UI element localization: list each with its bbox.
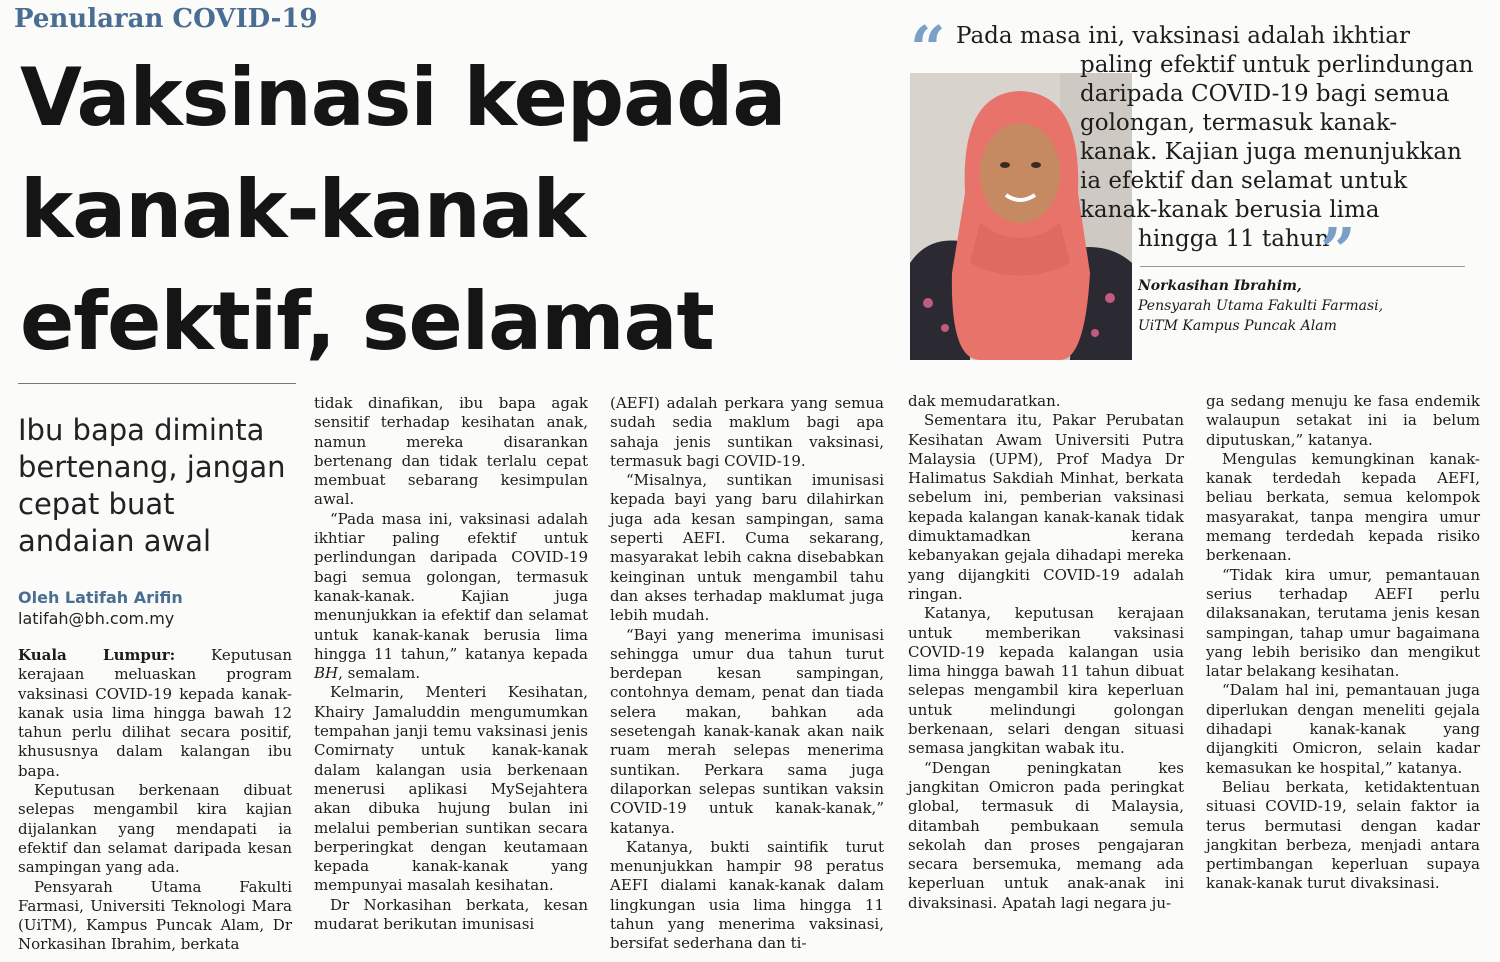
paragraph: Kelmarin, Menteri Kesihatan, Khairy Jamaluddin mengumumkan tempahan janji temu vaksinasi jenis Comirnaty untuk kanak-kanak dalam kalangan usia berkenaan menerusi aplikasi MySejahtera akan dibuka hujung bulan ini melalui pemberian suntikan secara berperingkat dengan keutamaan kepada kanak-kanak yang mempunyai masalah kesihatan. xyxy=(314,683,588,895)
quote-line: kanak. Kajian juga menunjukkan xyxy=(1080,139,1462,165)
subhead-line: Ibu bapa diminta xyxy=(18,413,265,447)
quote-line: daripada COVID-19 bagi semua xyxy=(1080,81,1450,107)
close-quote-icon: ” xyxy=(1320,214,1356,287)
paragraph: “Tidak kira umur, pemantauan serius terhadap AEFI perlu dilaksanakan, terutama jenis kesan sampingan, tahap umur bagaimana yang lebih berisiko dan mengikut latar belakang kesihatan. xyxy=(1206,565,1480,681)
quote-line: golongan, termasuk kanak- xyxy=(1080,110,1398,136)
paragraph: Katanya, bukti saintifik turut menunjukkan hampir 98 peratus AEFI dialami kanak-kanak dalam lingkungan usia lima hingga 11 tahun yang menerima vaksinasi, bersifat sederhana dan ti- xyxy=(610,837,884,953)
paragraph: Beliau berkata, ketidaktentuan situasi COVID-19, selain faktor ia terus bermutasi dengan kadar jangkitan berbeza, menjadi antara pertimbangan keperluan supaya kanak-kanak turut divaksinasi. xyxy=(1206,777,1480,893)
paragraph: Sementara itu, Pakar Perubatan Kesihatan Awam Universiti Putra Malaysia (UPM), Prof Madya Dr Halimatus Sakdiah Minhat, berkata sebelum ini, pemberian vaksinasi kepada kalangan kanak-kanak tidak dimuktamadkan kerana kebanyakan gejala dihadapi mereka yang dijangkiti COVID-19 adalah ringan. xyxy=(908,411,1184,603)
attribution-affiliation: UiTM Kampus Puncak Alam xyxy=(1138,318,1337,334)
paragraph: dak memudaratkan. xyxy=(908,392,1061,410)
headline-line-2: kanak-kanak xyxy=(20,163,585,256)
quote-line: paling efektif untuk perlindungan xyxy=(1080,52,1474,78)
article-column-5 xyxy=(1206,392,1480,894)
author-email[interactable]: latifah@bh.com.my xyxy=(18,609,175,628)
section-kicker: Penularan COVID-19 xyxy=(14,4,318,34)
subhead-line: cepat buat xyxy=(18,487,175,521)
paragraph: Keputusan berkenaan dibuat selepas mengambil kira kajian dijalankan yang mendapati ia efektif dan selamat daripada kesan sampingan yang ada. xyxy=(18,781,292,877)
paragraph: “Dalam hal ini, pemantauan juga diperlukan dengan meneliti gejala dihadapi kanak-kanak yang dijangkiti Omicron, selain kadar kemasukan ke hospital,” katanya. xyxy=(1206,681,1480,777)
open-quote-icon: “ xyxy=(910,12,946,85)
paragraph: Keputusan kerajaan meluaskan program vaksinasi COVID-19 kepada kanak-kanak usia lima hingga bawah 12 tahun perlu dilihat secara positif, khususnya dalam kalangan ibu bapa. xyxy=(18,646,292,780)
paragraph: ga sedang menuju ke fasa endemik walaupun setakat ini ia belum diputuskan,” katanya. xyxy=(1206,392,1480,449)
quote-line: ia efektif dan selamat untuk xyxy=(1080,168,1408,194)
column-divider xyxy=(18,383,296,384)
pull-quote-text xyxy=(956,22,1476,254)
attribution xyxy=(1138,276,1383,336)
paragraph: Pensyarah Utama Fakulti Farmasi, Universiti Teknologi Mara (UiTM), Kampus Puncak Alam, Dr Norkasihan Ibrahim, berkata xyxy=(18,877,292,954)
paragraph: tidak dinafikan, ibu bapa agak sensitif terhadap kesihatan anak, namun mereka disarankan bertenang dan tidak terlalu cepat membuat sebarang kesimpulan awal. xyxy=(314,394,588,509)
quote-line: kanak-kanak berusia lima xyxy=(1080,197,1380,223)
byline: Oleh Latifah Arifin xyxy=(18,588,183,607)
paragraph: Katanya, keputusan kerajaan untuk memberikan vaksinasi COVID-19 kepada kalangan usia lima hingga bawah 11 tahun dibuat selepas mengambil kira keperluan untuk melindungi golongan berkenaan, selari dengan situasi semasa jangkitan wabak itu. xyxy=(908,604,1184,758)
publication-name: BH xyxy=(314,664,339,683)
subheadline xyxy=(18,412,298,560)
headline-line-1: Vaksinasi kepada xyxy=(20,51,786,144)
article-column-4 xyxy=(908,392,1184,913)
subhead-line: andaian awal xyxy=(18,524,212,558)
paragraph: (AEFI) adalah perkara yang semua sudah sedia maklum bagi apa sahaja jenis suntikan vaksinasi, termasuk bagi COVID-19. xyxy=(610,394,884,470)
pull-quote-box xyxy=(910,12,1490,363)
paragraph: “Bayi yang menerima imunisasi sehingga umur dua tahun turut berdepan kesan sampingan, contohnya demam, penat dan tiada selera makan, bahkan ada sesetengah kanak-kanak akan naik ruam merah selepas menerima suntikan. Perkara sama juga dilaporkan selepas suntikan vaksin COVID-19 untuk kanak-kanak,” katanya. xyxy=(610,625,884,837)
quote-line: hingga 11 tahun xyxy=(1138,226,1330,252)
article-column-2 xyxy=(314,394,588,934)
paragraph-end: , semalam. xyxy=(338,664,421,683)
paragraph: Mengulas kemungkinan kanak-kanak terdedah kepada AEFI, beliau berkata, semua kelompok masyarakat, tanpa mengira umur memang terdedah kepada risiko berkenaan. xyxy=(1206,449,1480,565)
attribution-name: Norkasihan Ibrahim, xyxy=(1138,278,1302,294)
paragraph: “Dengan peningkatan kes jangkitan Omicron pada peringkat global, termasuk di Malaysia, ditambah pembukaan semula sekolah dan proses pengajaran secara bersemuka, memang ada keperluan untuk anak-anak ini divaksinasi. Apatah lagi negara ju- xyxy=(908,758,1184,912)
paragraph: Dr Norkasihan berkata, kesan mudarat berikutan imunisasi xyxy=(314,895,588,934)
headline-line-3: efektif, selamat xyxy=(20,275,714,368)
paragraph: “Misalnya, suntikan imunisasi kepada bayi yang baru dilahirkan juga ada kesan sampingan, sama seperti AEFI. Cuma sekarang, masyarakat lebih cakna disebabkan keinginan untuk mengambil tahu dan akses terhadap maklumat juga lebih mudah. xyxy=(610,471,884,625)
quote-line: Pada masa ini, vaksinasi adalah ikhtiar xyxy=(956,23,1410,49)
subhead-line: bertenang, jangan xyxy=(18,450,286,484)
headline xyxy=(20,42,900,378)
attribution-divider xyxy=(1140,266,1465,267)
dateline: Kuala Lumpur: xyxy=(18,646,176,664)
article-column-1 xyxy=(18,646,292,955)
paragraph: “Pada masa ini, vaksinasi adalah ikhtiar paling efektif untuk perlindungan daripada COVID-19 bagi semua golongan, termasuk kanak-kanak. Kajian juga menunjukkan ia efektif dan selamat untuk kanak-kanak berusia lima hingga 11 tahun,” katanya kepada xyxy=(314,509,588,663)
attribution-title: Pensyarah Utama Fakulti Farmasi, xyxy=(1138,298,1384,314)
article-column-3 xyxy=(610,394,884,954)
